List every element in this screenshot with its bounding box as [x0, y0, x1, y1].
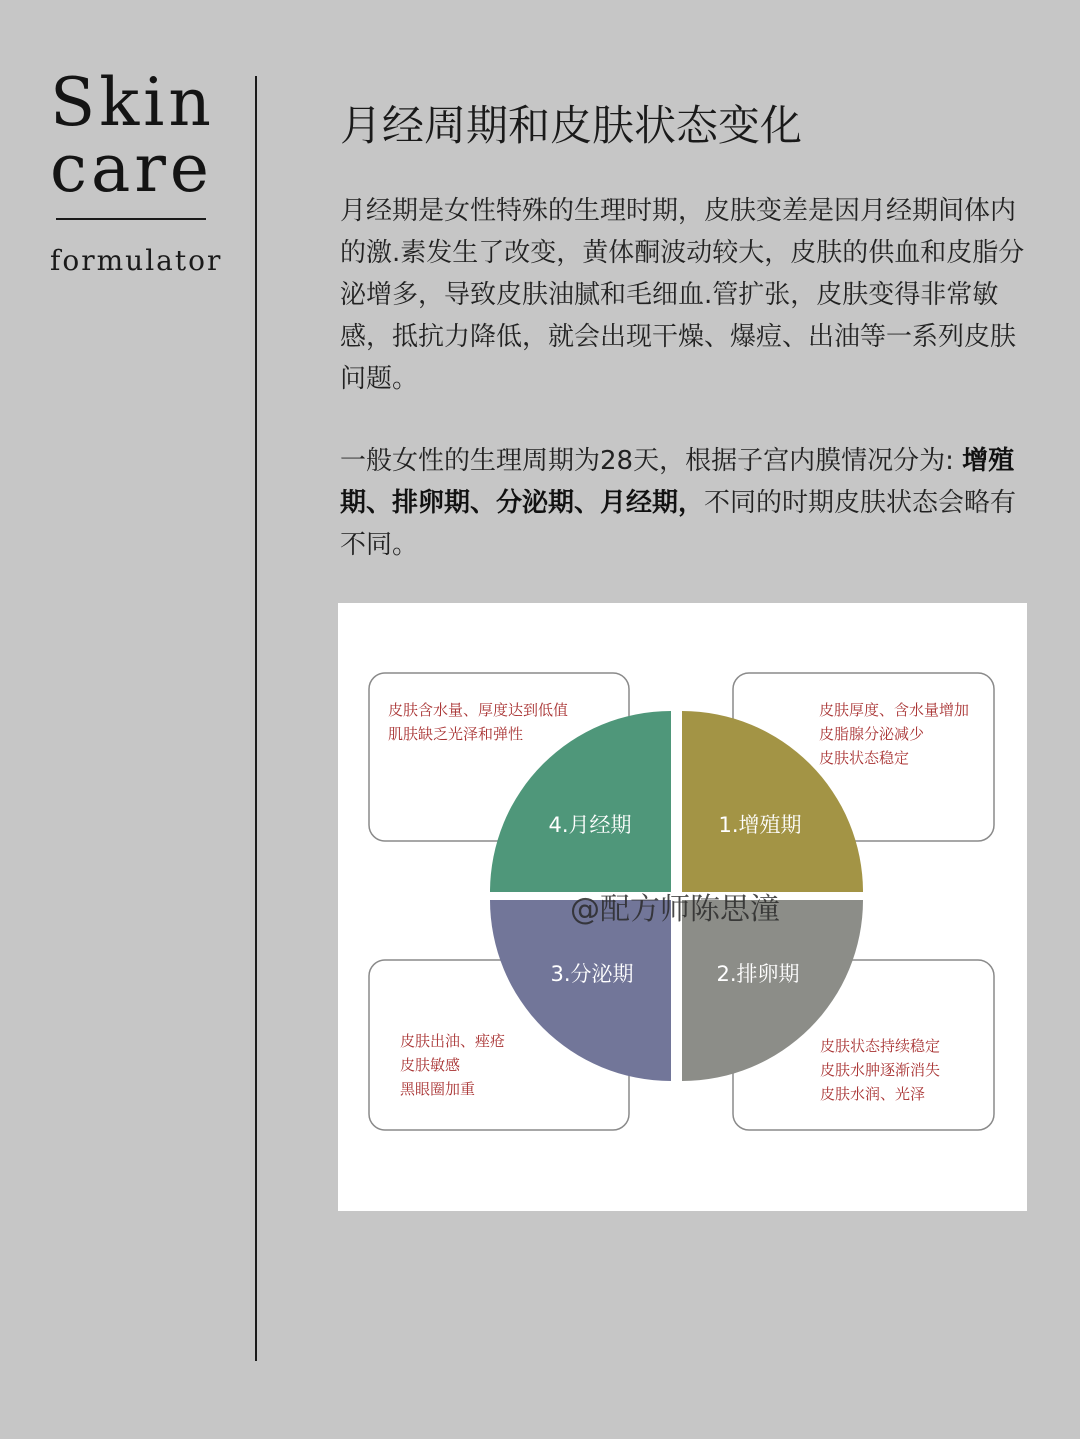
- cycle-paragraph: [340, 440, 1030, 566]
- brand-divider: [56, 218, 206, 220]
- note-2-line-2: 皮肤水肿逐渐消失: [820, 1061, 941, 1079]
- quadrant-2-label: 2.排卵期: [716, 962, 800, 986]
- brand-care: care: [50, 130, 213, 207]
- note-1-line-2: 皮脂腺分泌减少: [819, 725, 925, 743]
- menstrual-cycle-diagram: [338, 603, 1027, 1211]
- quadrant-4-label: 4.月经期: [548, 813, 632, 837]
- note-4-line-1: 皮肤含水量、厚度达到低值: [388, 701, 569, 719]
- brand-subtitle: formulator: [50, 244, 223, 277]
- note-1-line-1: 皮肤厚度、含水量增加: [819, 701, 970, 719]
- brand-skin: Skin: [50, 64, 215, 141]
- intro-paragraph: 月经期是女性特殊的生理时期，皮肤变差是因月经期间体内的激.素发生了改变，黄体酮波动较大，皮肤的供血和皮脂分泌增多，导致皮肤油腻和毛细血.管扩张，皮肤变得非常敏感，抵抗力降低，就会出现干燥、爆痘、出油等一系列皮肤问题。: [340, 196, 1025, 394]
- cycle-phases-bold: 增殖期、排卵期、分泌期、月经期，: [340, 446, 1015, 518]
- cycle-paragraph-end: 不同的时期皮肤状态会略有不同。: [340, 488, 1017, 560]
- quadrant-3-label: 3.分泌期: [550, 962, 634, 986]
- watermark: @配方师陈思潼: [570, 892, 780, 927]
- note-3-line-2: 皮肤敏感: [400, 1056, 461, 1074]
- note-2-line-3: 皮肤水润、光泽: [820, 1085, 926, 1103]
- note-2-line-1: 皮肤状态持续稳定: [820, 1037, 941, 1055]
- note-3-line-1: 皮肤出油、痤疮: [400, 1032, 506, 1050]
- page-title: 月经周期和皮肤状态变化: [340, 101, 803, 150]
- note-1-line-3: 皮肤状态稳定: [819, 749, 910, 767]
- cycle-paragraph-start: 一般女性的生理周期为28天，根据子宫内膜情况分为:: [340, 446, 963, 476]
- note-4-line-2: 肌肤缺乏光泽和弹性: [388, 725, 524, 743]
- vertical-divider: [255, 76, 257, 1361]
- note-3-line-3: 黑眼圈加重: [400, 1080, 476, 1098]
- quadrant-1-label: 1.增殖期: [718, 813, 802, 837]
